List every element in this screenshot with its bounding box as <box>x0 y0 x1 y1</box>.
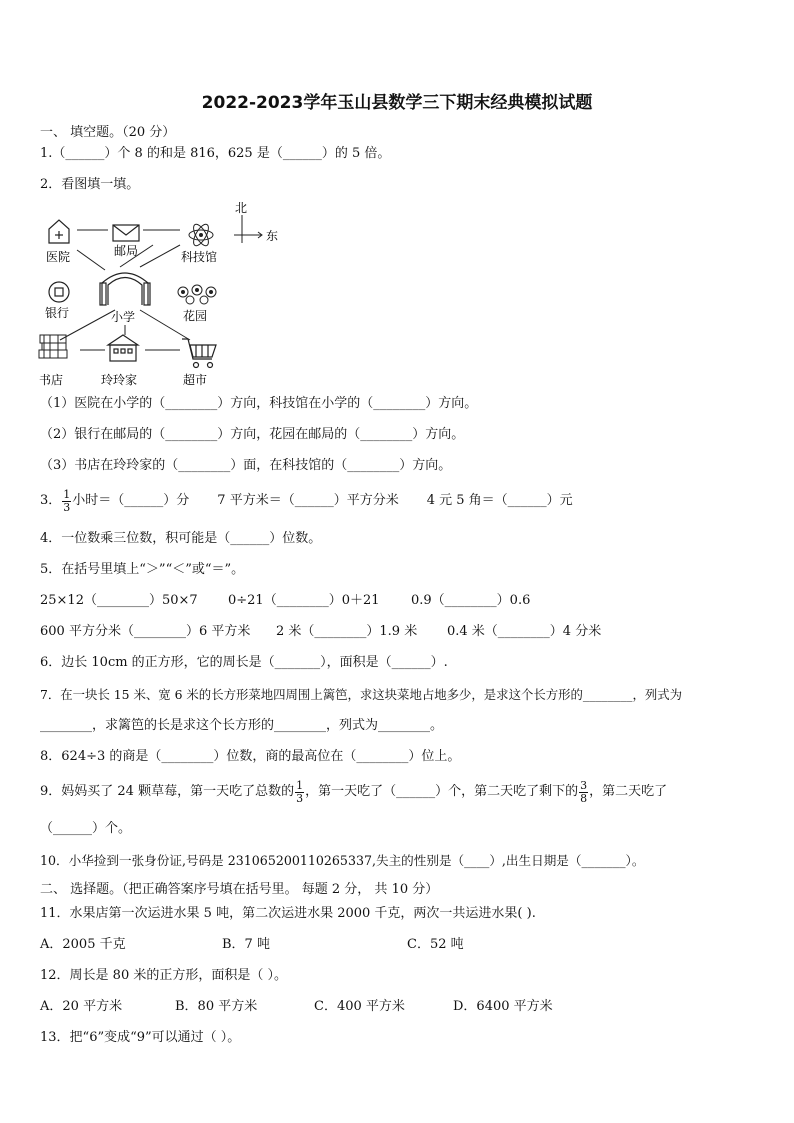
house-icon <box>108 335 138 361</box>
question-9 <box>40 775 667 809</box>
hospital-icon <box>49 220 69 243</box>
question-2-3: （3）书店在玲玲家的（________）面，在科技馆的（________）方向。 <box>40 458 452 473</box>
fraction-one-third <box>62 489 71 514</box>
question-2-1: （1）医院在小学的（________）方向，科技馆在小学的（________）方向。 <box>40 396 478 411</box>
school-gate-icon <box>100 273 150 305</box>
science-museum-label: 科技馆 <box>181 250 218 264</box>
question-2-2: （2）银行在邮局的（________）方向，花园在邮局的（________）方向。 <box>40 427 465 442</box>
question-12-option-c: C．400 平方米 <box>314 999 405 1014</box>
compass-icon <box>234 215 262 243</box>
question-11-option-c: C．52 吨 <box>407 937 464 952</box>
north-label: 北 <box>235 201 248 215</box>
question-13: 13．把“6”变成“9”可以通过（ ）。 <box>40 1030 241 1045</box>
question-3-number: 3． <box>40 493 62 508</box>
question-5-row-2-b: 2 米（________）1.9 米 <box>276 624 418 639</box>
question-1: 1.（______）个 8 的和是 816，625 是（______）的 5 倍。 <box>40 146 391 161</box>
question-3 <box>40 484 573 518</box>
bank-label: 银行 <box>45 306 70 320</box>
fraction-numerator: 1 <box>63 487 71 501</box>
question-5-row-2-c: 0.4 米（________）4 分米 <box>447 624 602 639</box>
school-label: 小学 <box>111 310 136 324</box>
question-11: 11．水果店第一次运进水果 5 吨，第二次运进水果 2000 千克，两次一共运进水果( ). <box>40 906 536 921</box>
question-4: 4．一位数乘三位数，积可能是（______）位数。 <box>40 531 322 546</box>
envelope-icon <box>113 225 139 241</box>
question-5-row-2-a: 600 平方分米（________）6 平方米 <box>40 624 251 639</box>
question-11-option-b: B．7 吨 <box>222 937 270 952</box>
question-9-text-c: ，第二天吃了 <box>589 784 668 799</box>
question-6: 6．边长 10cm 的正方形，它的周长是（_______），面积是（______）. <box>40 655 448 670</box>
fraction-three-eighths <box>579 780 588 805</box>
question-5-row-1-a: 25×12（________）50×7 <box>40 593 198 608</box>
atom-icon <box>189 222 213 248</box>
fraction-denominator: 8 <box>580 791 588 805</box>
garden-label: 花园 <box>183 309 208 323</box>
question-7-line-1: 7．在一块长 15 米、宽 6 米的长方形菜地四周围上篱笆，求这块菜地占地多少，是求这个长方形的________，列式为 <box>40 687 683 702</box>
fraction-numerator: 3 <box>580 778 588 792</box>
direction-map-diagram <box>30 195 290 390</box>
flowers-icon <box>178 285 216 304</box>
question-3-part-b: 7 平方米＝（______）平方分米 <box>217 493 399 508</box>
supermarket-label: 超市 <box>183 373 208 387</box>
lingling-home-label: 玲玲家 <box>101 373 138 387</box>
question-3-part-c: 4 元 5 角＝（______）元 <box>426 493 573 508</box>
question-12-option-a: A．20 平方米 <box>40 999 123 1014</box>
question-2: 2．看图填一填。 <box>40 177 140 192</box>
question-5: 5．在括号里填上“＞”“＜”或“＝”。 <box>40 562 245 577</box>
question-7-line-2: ________，求篱笆的长是求这个长方形的________，列式为________。 <box>40 718 444 733</box>
question-5-row-1-b: 0÷21（________）0＋21 <box>228 593 380 608</box>
question-3-part-a: 小时＝（______）分 <box>72 493 190 508</box>
question-12-option-b: B．80 平方米 <box>175 999 258 1014</box>
question-5-row-1-c: 0.9（________）0.6 <box>411 593 531 608</box>
east-label: 东 <box>266 229 279 243</box>
coin-icon <box>49 282 69 302</box>
fraction-denominator: 3 <box>63 500 71 514</box>
section-fill-blank: 一、 填空题。（20 分） <box>40 125 176 140</box>
post-office-label: 邮局 <box>114 244 139 258</box>
question-9-text-a: 9．妈妈买了 24 颗草莓，第一天吃了总数的 <box>40 784 295 799</box>
question-12: 12．周长是 80 米的正方形，面积是（ ）。 <box>40 968 287 983</box>
question-11-option-a: A．2005 千克 <box>40 937 126 952</box>
fraction-numerator: 1 <box>296 778 304 792</box>
page-title: 2022-2023学年玉山县数学三下期末经典模拟试题 <box>201 93 593 113</box>
fraction-one-third <box>295 780 304 805</box>
question-9-text-d: （______）个。 <box>40 821 132 836</box>
section-multiple-choice: 二、 选择题。（把正确答案序号填在括号里。 每题 2 分， 共 10 分） <box>40 882 439 897</box>
fraction-denominator: 3 <box>296 791 304 805</box>
question-9-text-b: ，第一天吃了（______）个，第二天吃了剩下的 <box>305 784 579 799</box>
hospital-label: 医院 <box>46 250 71 264</box>
question-10: 10．小华捡到一张身份证,号码是 231065200110265337,失主的性别是（____）,出生日期是（_______）。 <box>40 853 645 868</box>
bookstore-label: 书店 <box>39 373 64 387</box>
shopping-cart-icon <box>182 339 216 368</box>
question-12-option-d: D．6400 平方米 <box>453 999 553 1014</box>
question-8: 8．624÷3 的商是（________）位数，商的最高位在（________）位上。 <box>40 749 461 764</box>
